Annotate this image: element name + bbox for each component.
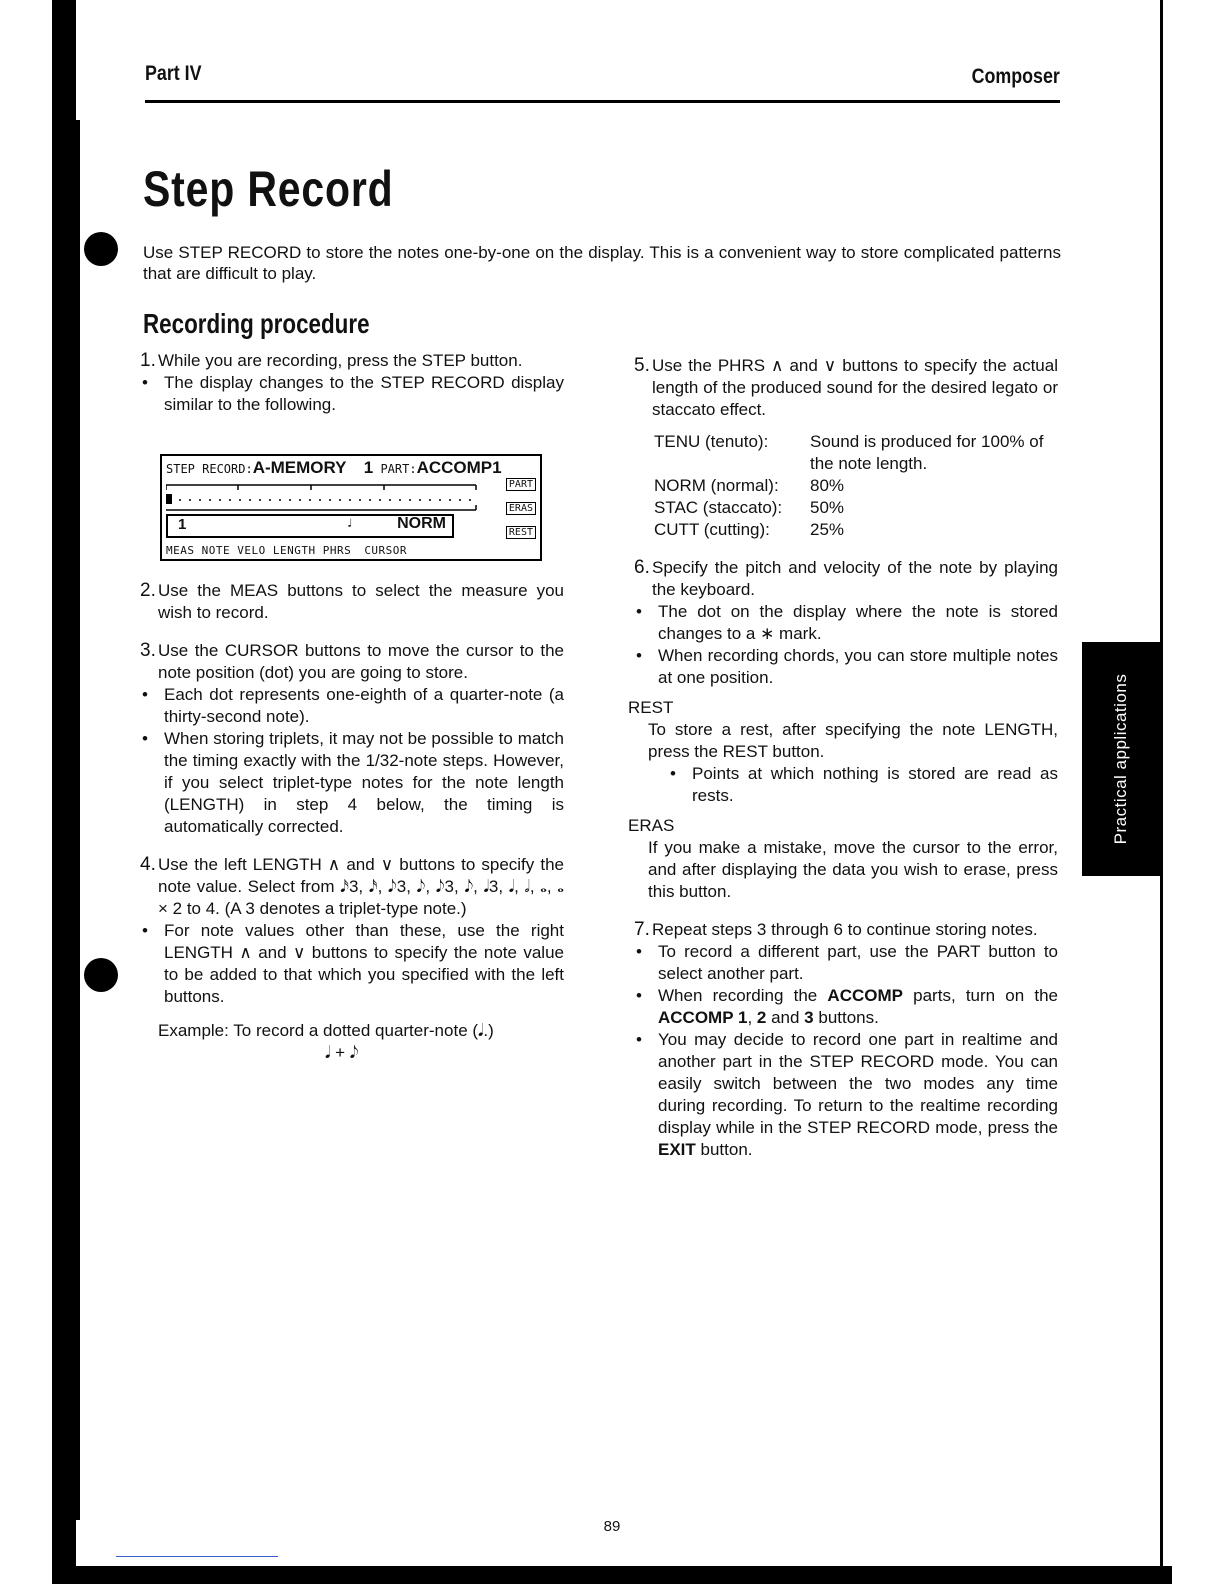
side-tab-label: Practical applications bbox=[1111, 673, 1130, 845]
phrs-key: STAC (staccato): bbox=[654, 498, 783, 517]
lcd-part-button: PART bbox=[506, 478, 536, 491]
scan-edge-right bbox=[1160, 0, 1163, 1584]
step-4-bullet-1: • For note values other than these, use the right LENGTH ∧ and ∨ buttons to specify the note value to be added to that which you specified with the left buttons. bbox=[142, 921, 564, 1006]
right-column bbox=[628, 355, 1058, 1161]
phrs-value: Sound is produced for 100% of the note length. bbox=[810, 432, 1044, 473]
step-3-bullet-1: • Each dot represents one-eighth of a quarter-note (a thirty-second note). bbox=[142, 685, 564, 726]
lcd-top-row: STEP RECORD:A-MEMORY 1 PART:ACCOMP1 bbox=[166, 458, 502, 477]
phrs-value: 50% bbox=[810, 498, 845, 517]
step-4: 4. Use the left LENGTH ∧ and ∨ buttons to specify the note value. Select from 𝅘𝅥𝅯3, 𝅘𝅥𝅯, 𝅘𝅥𝅮3, 𝅘𝅥𝅮, 𝅘𝅥𝅮3, 𝅘𝅥𝅮, 𝅘𝅥3, 𝅘𝅥, 𝅗𝅥, 𝅝, 𝅝 × 2 to 4. (A 3 denotes a triplet-type note.) bbox=[140, 854, 564, 918]
left-column bbox=[140, 580, 564, 1064]
header-section: Composer bbox=[971, 65, 1060, 88]
step-6-bullet-2: • When recording chords, you can store multiple notes at one position. bbox=[636, 646, 1058, 687]
lcd-field: 1 ♩ NORM bbox=[166, 514, 454, 538]
example-formula: 𝅘𝅥 + 𝅘𝅥𝅮 bbox=[325, 1043, 359, 1062]
step-7-bullet-1: • To record a different part, use the PART button to select another part. bbox=[636, 942, 1058, 983]
phrs-value: 25% bbox=[810, 520, 845, 539]
page-number: 89 bbox=[603, 1518, 621, 1535]
step-7-bullet-3: • You may decide to record one part in realtime and another part in the STEP RECORD mode. You can easily switch between the two modes any time during recording. To return to the realtime recording display while in the STEP RECORD mode, press the EXIT button. bbox=[636, 1030, 1058, 1159]
rest-text: To store a rest, after specifying the note LENGTH, press the REST button. bbox=[648, 720, 1058, 761]
rest-bullet: • Points at which nothing is stored are read as rests. bbox=[670, 764, 1058, 805]
phrs-key: NORM (normal): bbox=[654, 476, 779, 495]
lcd-bottom-labels: MEAS NOTE VELO LENGTH PHRS CURSOR bbox=[166, 544, 408, 557]
left-column-top bbox=[140, 350, 564, 416]
phrs-table bbox=[654, 431, 1058, 541]
eras-text: If you make a mistake, move the cursor to the error, and after displaying the data you wish to erase, press this button. bbox=[648, 838, 1058, 901]
subheading: Recording procedure bbox=[143, 308, 370, 339]
step-3: 3. Use the CURSOR buttons to move the cursor to the note position (dot) you are going to store. bbox=[140, 640, 564, 682]
step-6: 6. Specify the pitch and velocity of the note by playing the keyboard. bbox=[634, 557, 1058, 599]
lcd-display bbox=[160, 454, 542, 561]
punch-hole bbox=[84, 232, 118, 266]
phrs-key: TENU (tenuto): bbox=[654, 432, 769, 451]
lcd-staff bbox=[166, 480, 488, 514]
step-6-bullet-1: • The dot on the display where the note is stored changes to a ∗ mark. bbox=[636, 602, 1058, 643]
page-title: Step Record bbox=[143, 161, 394, 217]
rest-heading: REST bbox=[628, 698, 674, 717]
underline-mark bbox=[116, 1556, 278, 1557]
lcd-eras-button: ERAS bbox=[506, 502, 536, 515]
punch-hole bbox=[84, 958, 118, 992]
step-2: 2. Use the MEAS buttons to select the measure you wish to record. bbox=[140, 580, 564, 622]
example-text: Example: To record a dotted quarter-note (𝅘𝅥.) bbox=[158, 1021, 494, 1040]
step-7-bullet-2: • When recording the ACCOMP parts, turn on the ACCOMP 1, 2 and 3 buttons. bbox=[636, 986, 1058, 1027]
scan-edge-bottom bbox=[52, 1566, 1172, 1584]
lcd-rest-button: REST bbox=[506, 526, 536, 539]
phrs-key: CUTT (cutting): bbox=[654, 520, 770, 539]
scan-edge-left-inner bbox=[74, 120, 80, 1520]
scan-edge-left bbox=[52, 0, 76, 1584]
step-1-bullet: • The display changes to the STEP RECORD display similar to the following. bbox=[142, 373, 564, 414]
phrs-value: 80% bbox=[810, 476, 845, 495]
step-7: 7. Repeat steps 3 through 6 to continue storing notes. bbox=[634, 919, 1038, 940]
eras-heading: ERAS bbox=[628, 816, 675, 835]
page-header bbox=[145, 60, 1060, 103]
step-5: 5. Use the PHRS ∧ and ∨ buttons to specify the actual length of the produced sound for the desired legato or staccato effect. bbox=[634, 355, 1058, 419]
step-3-bullet-2: • When storing triplets, it may not be possible to match the timing exactly with the 1/32-note steps. However, if you select triplet-type notes for the note length (LENGTH) in step 4 below, the timing is automatically corrected. bbox=[142, 729, 564, 836]
intro-paragraph: Use STEP RECORD to store the notes one-by-one on the display. This is a convenient way to store complicated patterns that are difficult to play. bbox=[143, 243, 1061, 283]
header-part: Part IV bbox=[145, 62, 202, 85]
step-1: 1. While you are recording, press the STEP button. bbox=[140, 350, 523, 371]
